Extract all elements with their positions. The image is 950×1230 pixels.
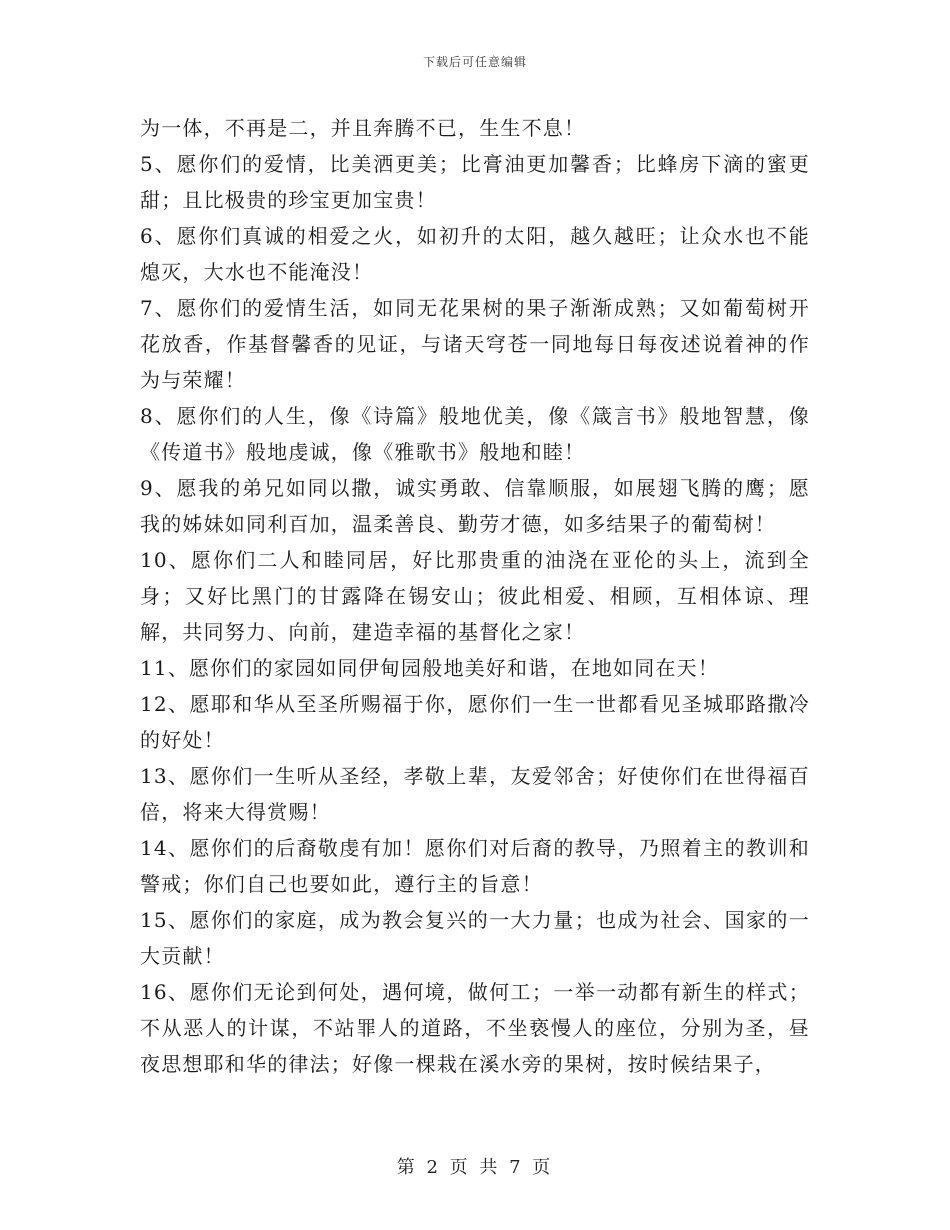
paragraph-continuation: 为一体，不再是二，并且奔腾不已，生生不息！ [140,116,586,140]
paragraph-item-12: 12、愿耶和华从至圣所赐福于你，愿你们一生一世都看见圣城耶路撒冷的好处！ [140,692,810,752]
paragraph-item-14: 14、愿你们的后裔敬虔有加！愿你们对后裔的教导，乃照着主的教训和警戒；你们自己也要如此，遵行主的旨意！ [140,836,810,896]
paragraph-item-10: 10、愿你们二人和睦同居，好比那贵重的油浇在亚伦的头上，流到全身；又好比黑门的甘露降在锡安山；彼此相爱、相顾，互相体谅、理解，共同努力、向前，建造幸福的基督化之家！ [140,548,810,644]
paragraph-item-6: 6、愿你们真诚的相爱之火，如初升的太阳，越久越旺；让众水也不能熄灭，大水也不能淹没！ [140,224,810,284]
paragraph-item-5: 5、愿你们的爱情，比美洒更美；比膏油更加馨香；比蜂房下滴的蜜更甜；且比极贵的珍宝更加宝贵！ [140,152,810,212]
paragraph-item-15: 15、愿你们的家庭，成为教会复兴的一大力量；也成为社会、国家的一大贡献！ [140,908,810,968]
paragraph-item-8: 8、愿你们的人生，像《诗篇》般地优美，像《箴言书》般地智慧，像《传道书》般地虔诚，像《雅歌书》般地和睦！ [140,404,810,464]
paragraph-item-11: 11、愿你们的家园如同伊甸园般地美好和谐，在地如同在天！ [140,656,720,680]
paragraph-item-9: 9、愿我的弟兄如同以撒，诚实勇敢、信靠顺服，如展翅飞腾的鹰；愿我的姊妹如同利百加，温柔善良、勤劳才德，如多结果子的葡萄树！ [140,476,810,536]
header-note: 下载后可任意编辑 [422,55,527,69]
document-body [140,110,810,1082]
paragraph-item-7: 7、愿你们的爱情生活，如同无花果树的果子渐渐成熟；又如葡萄树开花放香，作基督馨香的见证，与诸天穹苍一同地每日每夜述说着神的作为与荣耀！ [140,296,810,392]
page-number-footer: 第 2 页 共 7 页 [396,1157,554,1178]
paragraph-item-13: 13、愿你们一生听从圣经，孝敬上辈，友爱邻舍；好使你们在世得福百倍，将来大得赏赐！ [140,764,810,824]
paragraph-item-16: 16、愿你们无论到何处，遇何境，做何工；一举一动都有新生的样式；不从恶人的计谋，不站罪人的道路，不坐亵慢人的座位，分别为圣，昼夜思想耶和华的律法；好像一棵栽在溪水旁的果树，按时候结果子， [140,980,810,1076]
